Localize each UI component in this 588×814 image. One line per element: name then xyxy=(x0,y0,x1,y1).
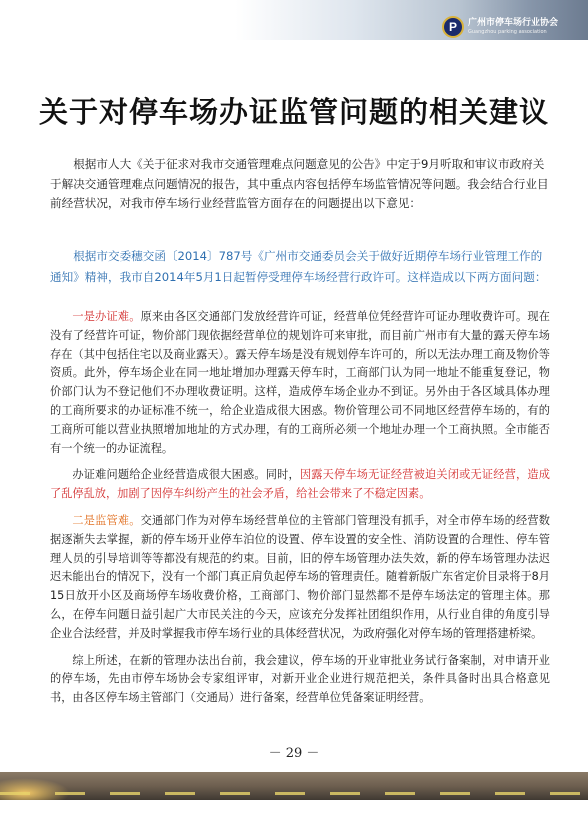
page-title: 关于对停车场办证监管问题的相关建议 xyxy=(38,95,549,129)
conclusion-paragraph: 综上所述，在新的管理办法出台前，我会建议，停车场的开业审批业务试行备案制，对申请开业的停车场，先由市停车场协会专家组评审，对新开业企业进行规范把关，条件具备时出具合格意见书，由各区停车场主管部门（交通局）进行备案，经营单位凭备案证明经营。 xyxy=(50,653,550,705)
section-1b-red-text: 因露天停车场无证经营被迫关闭或无证经营，造成了乱停乱放，加剧了因停车纠纷产生的社会矛盾，给社会带来了不稳定因素。 xyxy=(50,468,550,501)
section-1b-paragraph xyxy=(50,466,550,504)
section-1-paragraph xyxy=(50,308,550,458)
paragraph-gap xyxy=(50,458,550,466)
section-1-text: 原来由各区交通部门发放经营许可证，经营单位凭经营许可证办理收费许可。现在没有了经营许可证，物价部门现依据经营单位的规划许可来审批，而目前广州市有大量的露天停车场存在（其中包括住宅以及商业露天）。露天停车场是没有规划停车许可的，所以无法办理工商及物价等资质。此外，停车场企业在同一地址增加办理露天停车时，工商部门认为同一地址不能重复登记，物价部门认为不登记他们不办理收费证明。这样，造成停车场企业办不到证。另外由于各区域具体办理的工商所要求的办证标准不统一，给企业造成很大困惑。物价管理公司不同地区经营停车场的，有的工商所可能以营业执照增加地址的方式办理，有的工商所必须一个地址办理一个工商执照。全市能否有一个统一的办证流程。 xyxy=(50,310,550,455)
paragraph-gap xyxy=(50,504,550,512)
section-1b-text: 办证难问题给企业经营造成很大困惑。同时， xyxy=(72,468,300,482)
association-brand xyxy=(442,14,582,40)
paragraph-gap xyxy=(50,644,550,652)
footer-white-bar xyxy=(0,800,588,814)
header-band xyxy=(0,0,588,40)
article-body xyxy=(50,308,550,708)
brand-text xyxy=(468,19,558,35)
footer-lane-markings xyxy=(0,792,588,795)
intro-text: 根据市人大《关于征求对我市交通管理难点问题意见的公告》中定于9月听取和审议市政府关于解决交通管理难点问题情况的报告，其中重点内容包括停车场监管情况等问题。我会结合行业目前经营状况，对我市停车场行业经营监管方面存在的问题提出以下意见： xyxy=(50,157,549,210)
page-number: － 29 － xyxy=(268,746,320,761)
parking-logo-icon xyxy=(442,16,464,38)
highlight-paragraph xyxy=(50,246,550,288)
highlight-text: 根据市交委穗交函〔2014〕787号《广州市交通委员会关于做好近期停车场行业管理工作的通知》精神，我市自2014年5月1日起暂停受理停车场经营行政许可。这样造成以下两方面问题： xyxy=(50,249,547,284)
intro-paragraph xyxy=(50,155,550,214)
section-1-lead: 一是办证难。 xyxy=(72,310,141,323)
section-2-lead: 二是监管难。 xyxy=(72,513,141,527)
brand-name-cn: 广州市停车场行业协会 xyxy=(468,18,559,28)
brand-name-en: Guangzhou parking association xyxy=(468,29,547,35)
footer-road-image xyxy=(0,772,588,814)
section-2-paragraph xyxy=(50,512,550,644)
logo-letter: P xyxy=(448,20,457,34)
section-2-text: 交通部门作为对停车场经营单位的主管部门管理没有抓手，对全市停车场的经营数据逐渐失去掌握，新的停车场开业停车泊位的设置、停车设置的安全性、消防设置的合理性、停车管理人员的引导培训等等都没有规范的约束。目前，旧的停车场管理办法失效，新的停车场管理办法迟迟未能出台的情况下，没有一个部门真正肩负起停车场的管理责任。随着新版广东省定价目录将于8月15日放开小区及商场停车场收费价格，工商部门、物价部门显然都不是停车场法定的管理主体。那么，在停车问题日益引起广大市民关注的今天，应该充分发挥社团组织作用，从行业自律的角度引导企业合法经营，并及时掌握我市停车场行业的具体经营状况，为政府强化对停车场的管理搭建桥梁。 xyxy=(50,513,550,640)
